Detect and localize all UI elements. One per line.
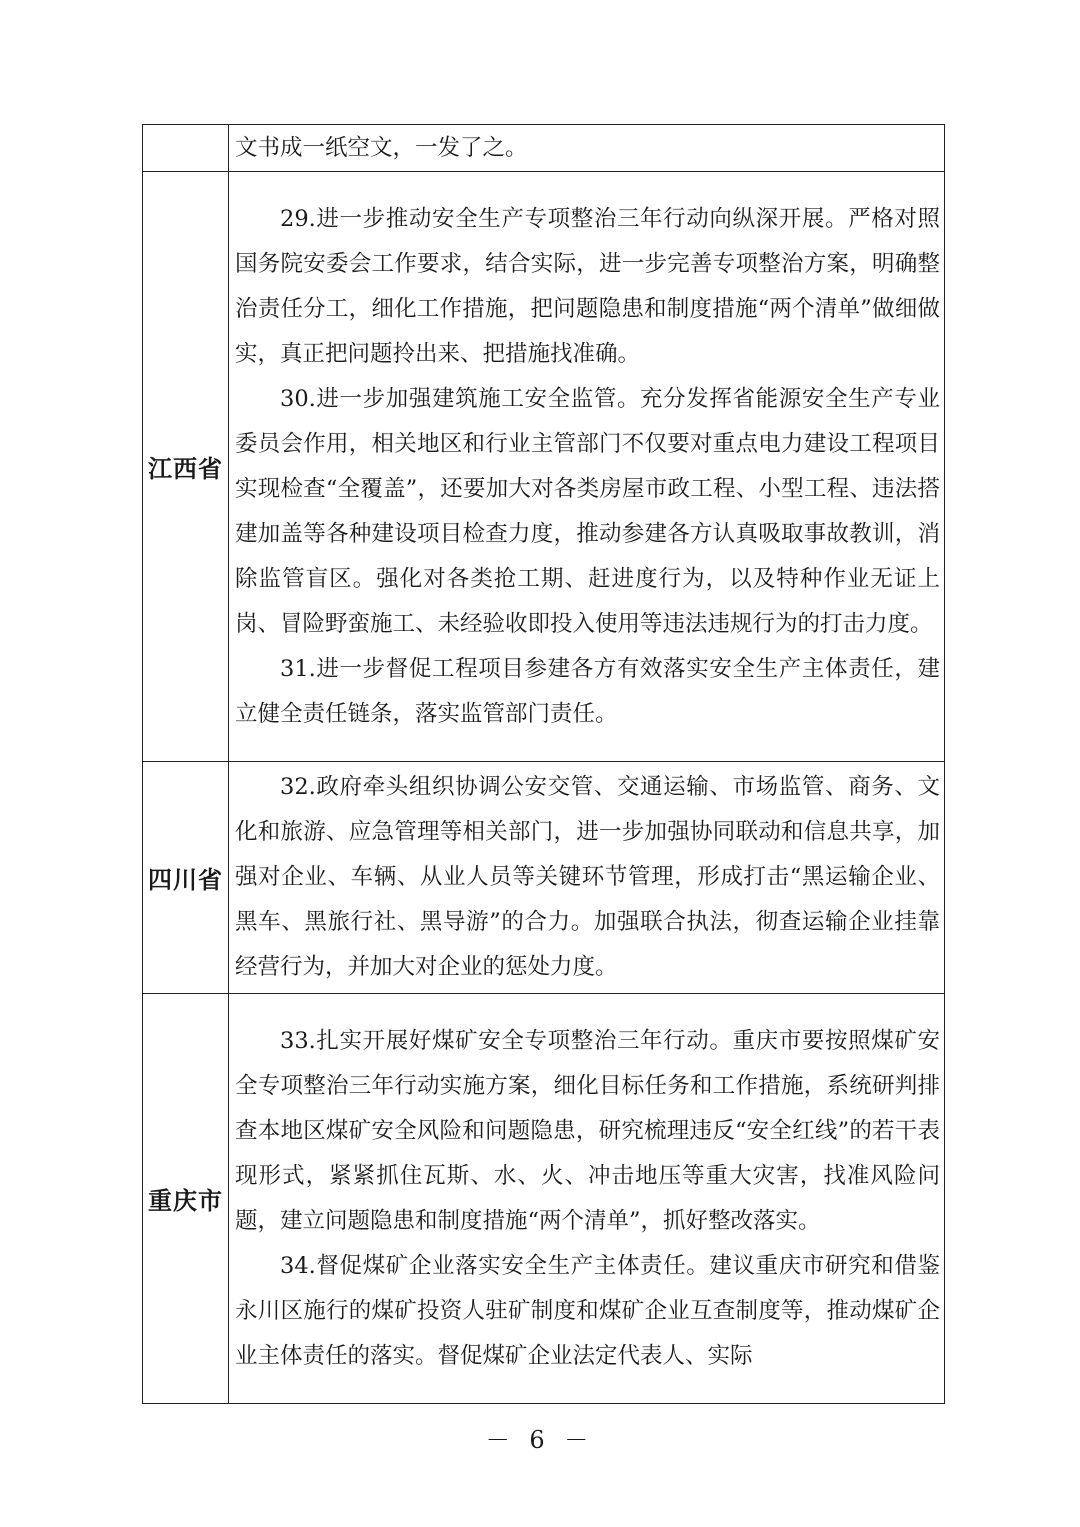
region-cell: 江西省 (143, 172, 229, 762)
content-cell (229, 994, 945, 1404)
paragraph: 30.进一步加强建筑施工安全监管。充分发挥省能源安全生产专业委员会作用，相关地区和行业主管部门不仅要对重点电力建设工程项目实现检查“全覆盖”，还要加大对各类房屋市政工程、小型工程、违法搭建加盖等各种建设项目检查力度，推动参建各方认真吸取事故教训，消除监管盲区。强化对各类抢工期、赶进度行为，以及特种作业无证上岗、冒险野蛮施工、未经验收即投入使用等违法违规行为的打击力度。 (235, 385, 940, 637)
region-cell: 重庆市 (143, 994, 229, 1404)
paragraph: 32.政府牵头组织协调公安交管、交通运输、市场监管、商务、文化和旅游、应急管理等相关部门，进一步加强协同联动和信息共享，加强对企业、车辆、从业人员等关键环节管理，形成打击“黑运输企业、黑车、黑旅行社、黑导游”的合力。加强联合执法，彻查运输企业挂靠经营行为，并加大对企业的惩处力度。 (235, 774, 940, 980)
table-row (143, 762, 945, 994)
paragraph: 34.督促煤矿企业落实安全生产主体责任。建议重庆市研究和借鉴永川区施行的煤矿投资人驻矿制度和煤矿企业互查制度等，推动煤矿企业主体责任的落实。督促煤矿企业法定代表人、实际 (235, 1252, 940, 1369)
content-cell (229, 762, 945, 994)
content-cell (229, 125, 945, 172)
table-row (143, 994, 945, 1404)
content-table (142, 124, 945, 1404)
paragraph: 33.扎实开展好煤矿安全专项整治三年行动。重庆市要按照煤矿安全专项整治三年行动实施方案，细化目标任务和工作措施，系统研判排查本地区煤矿安全风险和问题隐患，研究梳理违反“安全红线”的若干表现形式，紧紧抓住瓦斯、水、火、冲击地压等重大灾害，找准风险问题，建立问题隐患和制度措施“两个清单”，抓好整改落实。 (235, 1027, 940, 1234)
paragraph: 29.进一步推动安全生产专项整治三年行动向纵深开展。严格对照国务院安委会工作要求，结合实际，进一步完善专项整治方案，明确整治责任分工，细化工作措施，把问题隐患和制度措施“两个清单”做细做实，真正把问题拎出来、把措施找准确。 (235, 205, 940, 367)
content-cell (229, 172, 945, 762)
table-row (143, 172, 945, 762)
paragraph: 31.进一步督促工程项目参建各方有效落实安全生产主体责任，建立健全责任链条，落实监管部门责任。 (235, 655, 940, 727)
page-number: － 6 － (485, 1426, 595, 1454)
region-cell: 四川省 (143, 762, 229, 994)
paragraph: 文书成一纸空文，一发了之。 (235, 134, 528, 161)
table-row (143, 125, 945, 172)
region-cell (143, 125, 229, 172)
